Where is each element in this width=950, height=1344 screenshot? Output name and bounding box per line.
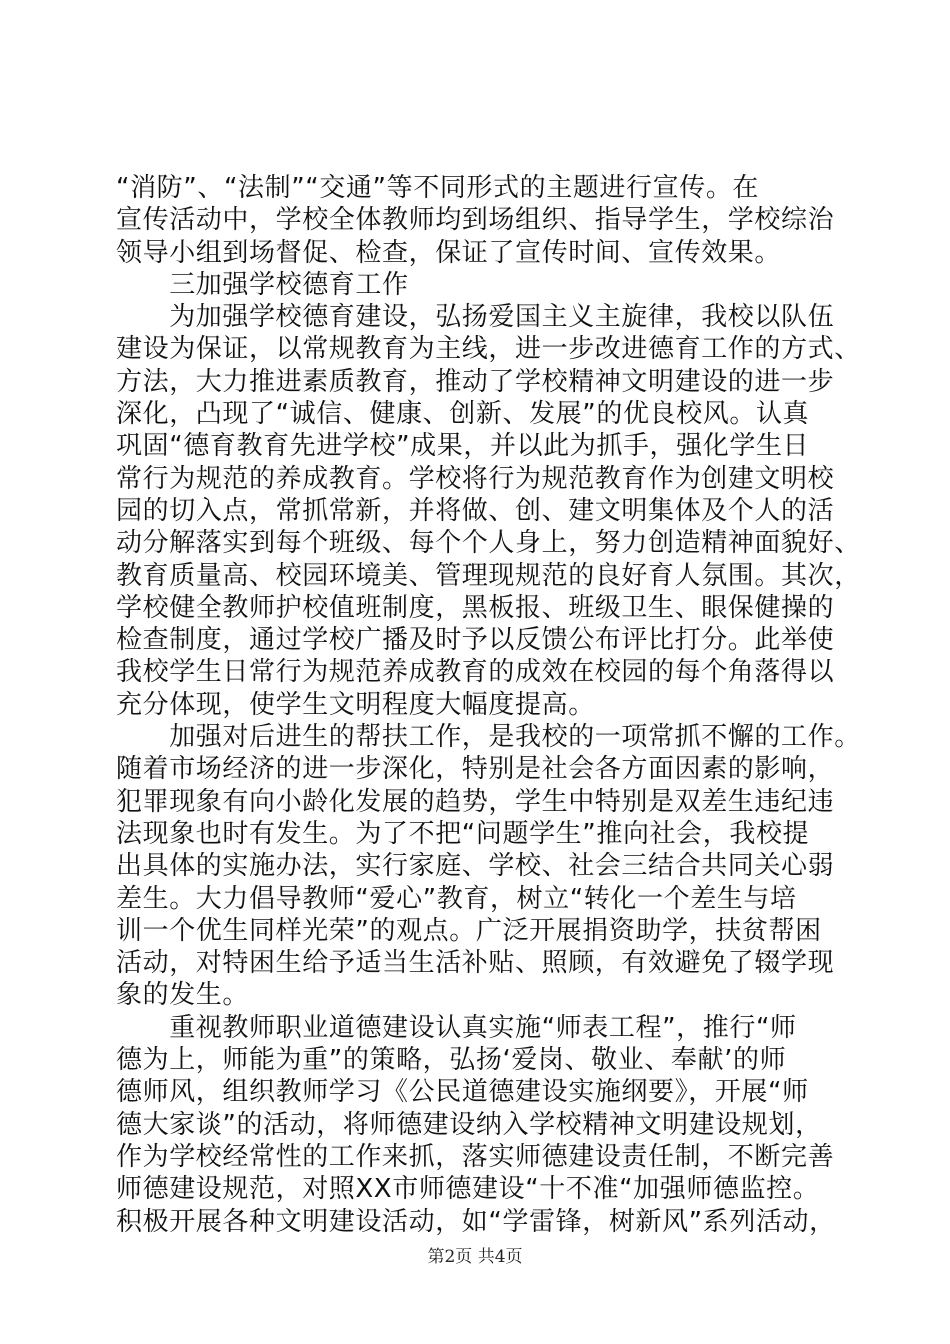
text-line: 建设为保证，以常规教育为主线，进一步改进德育工作的方式、 [116,334,861,365]
text-line: 深化，凸现了“诚信、健康、创新、发展”的优良校风。认真 [116,399,810,430]
text-line: “消防”、“法制”“交通”等不同形式的主题进行宣传。在 [116,173,760,203]
text-line: 我校学生日常行为规范养成教育的成效在校园的每个角落得以 [116,657,835,688]
text-line: 巩固“德育教育先进学校”成果，并以此为抓手，强化学生日 [116,431,810,462]
body-text [116,172,861,1238]
text-line: 园的切入点，常抓常新，并将做、创、建文明集体及个人的活 [116,495,835,526]
text-line: 犯罪现象有向小龄化发展的趋势，学生中特别是双差生违纪违 [116,786,835,817]
text-line: 象的发生。 [116,980,250,1011]
text-line: 为加强学校德育建设，弘扬爱国主义主旋律，我校以队伍 [116,302,835,333]
text-line: 德为上，师能为重”的策略，弘扬‘爱岗、敬业、奉献’的师 [116,1045,787,1076]
text-line: 充分体现，使学生文明程度大幅度提高。 [116,689,595,720]
text-line: 积极开展各种文明建设活动，如“学雷锋，树新风”系列活动， [116,1206,836,1237]
text-line: 出具体的实施办法，实行家庭、学校、社会三结合共同关心弱 [116,851,835,882]
text-line: 随着市场经济的进一步深化，特别是社会各方面因素的影响， [116,754,835,785]
text-line: 训一个优生同样光荣”的观点。广泛开展捐资助学，扶贫帮困 [116,915,822,946]
text-line: 动分解落实到每个班级、每个个人身上，努力创造精神面貌好、 [116,528,861,559]
text-line: 加强对后进生的帮扶工作，是我校的一项常抓不懈的工作。 [116,722,861,753]
text-line: 活动，对特困生给予适当生活补贴、照顾，有效避免了辍学现 [116,948,835,979]
text-line: 作为学校经常性的工作来抓，落实师德建设责任制，不断完善 [116,1141,835,1172]
text-line: 学校健全教师护校值班制度，黑板报、班级卫生、眼保健操的 [116,592,835,623]
text-line: 师德建设规范，对照XX市师德建设“十不准“加强师德监控。 [116,1174,820,1205]
text-line: 重视教师职业道德建设认真实施“师表工程”，推行“师 [116,1012,797,1043]
text-line: 德师风，组织教师学习《公民道德建设实施纲要》，开展“师 [116,1077,809,1108]
text-line: 差生。大力倡导教师“爱心”教育，树立“转化一个差生与培 [116,883,797,914]
text-line: 检查制度，通过学校广播及时予以反馈公布评比打分。此举使 [116,625,835,656]
text-line: 常行为规范的养成教育。学校将行为规范教育作为创建文明校 [116,463,835,494]
text-line: 方法，大力推进素质教育，推动了学校精神文明建设的进一步 [116,366,835,397]
page-number-footer: 第2页 共4页 [427,1247,523,1267]
text-line: 领导小组到场督促、检查，保证了宣传时间、宣传效果。 [116,237,782,268]
section-heading: 三加强学校德育工作 [116,269,409,300]
text-line: 教育质量高、校园环境美、管理现规范的良好育人氛围。其次， [116,560,861,591]
text-line: 德大家谈”的活动，将师德建设纳入学校精神文明建设规划， [116,1109,822,1140]
text-line: 宣传活动中，学校全体教师均到场组织、指导学生，学校综治 [116,205,835,236]
text-line: 法现象也时有发生。为了不把“问题学生”推向社会，我校提 [116,818,810,849]
